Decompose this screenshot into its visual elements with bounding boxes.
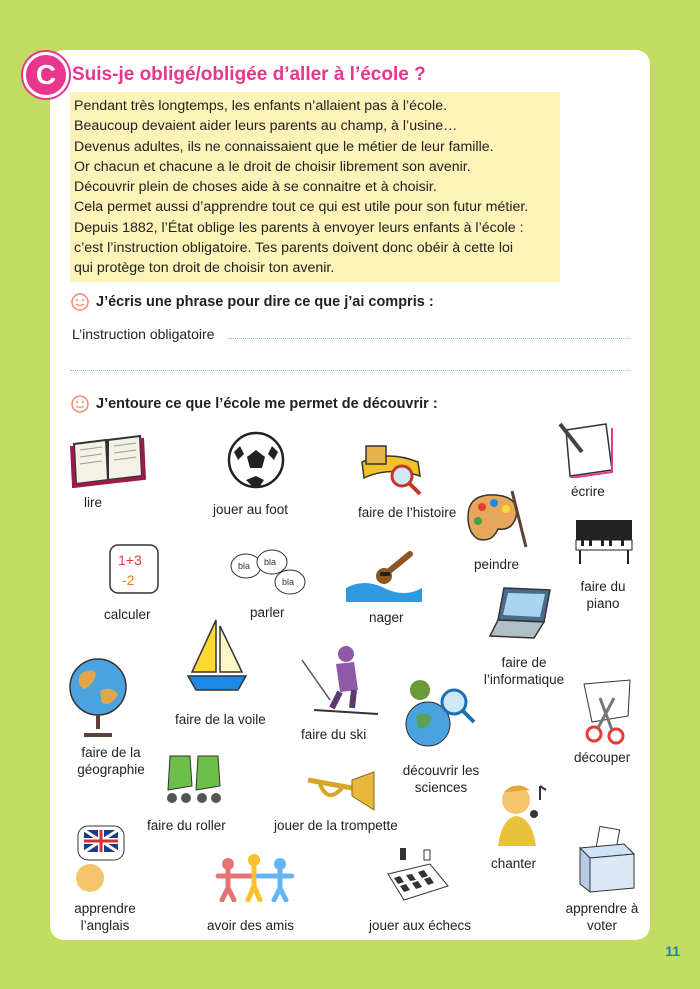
item-label-text: faire de la géographie xyxy=(77,745,145,777)
item-label xyxy=(70,900,140,934)
english-icon[interactable] xyxy=(68,824,132,894)
passage-line: c’est l’instruction obligatoire. Tes parents doivent donc obéir à cette loi xyxy=(74,240,514,257)
item-label xyxy=(564,900,640,934)
item-label: avoir des amis xyxy=(207,918,295,933)
reading-passage xyxy=(70,92,560,282)
piano-icon[interactable] xyxy=(572,514,636,566)
passage-line: Pendant très longtemps, les enfants n’allaient pas à l’école. xyxy=(74,98,448,114)
sailboat-icon[interactable] xyxy=(186,616,248,694)
palette-icon[interactable] xyxy=(462,487,532,551)
item-label: jouer aux échecs xyxy=(369,918,472,933)
trumpet-icon[interactable] xyxy=(306,770,376,812)
exercise2-text: J’entoure ce que l’école me permet de découvrir : xyxy=(96,396,438,412)
item-label: faire de l’histoire xyxy=(358,505,457,520)
pen-paper-icon[interactable] xyxy=(556,422,616,478)
svg-text:-2: -2 xyxy=(122,572,135,588)
singer-icon[interactable] xyxy=(494,778,554,848)
exercise1-instruction xyxy=(70,292,434,312)
svg-text:bla: bla xyxy=(282,577,295,587)
roller-skates-icon[interactable] xyxy=(160,752,232,808)
exercise1-text: J’écris une phrase pour dire ce que j’ai compris : xyxy=(96,294,434,310)
section-title: Suis-je obligé/obligée d’aller à l’école ? xyxy=(72,64,426,85)
item-label: faire de la voile xyxy=(175,712,266,727)
ballot-box-icon[interactable] xyxy=(576,826,638,896)
section-badge: C xyxy=(23,52,69,98)
item-label: lire xyxy=(84,495,103,510)
history-icon[interactable] xyxy=(358,440,434,496)
book-icon[interactable] xyxy=(70,432,146,488)
item-label-text: apprendre l’anglais xyxy=(74,901,136,933)
chess-icon[interactable] xyxy=(384,846,450,906)
globe-icon[interactable] xyxy=(64,655,134,741)
item-label-text: découvrir les sciences xyxy=(402,763,480,795)
svg-text:bla: bla xyxy=(264,557,277,567)
page-number: 11 xyxy=(665,943,680,959)
passage-line: Découvrir plein de choses aide à se connaitre et à choisir. xyxy=(74,179,437,196)
passage-line: Beaucoup devaient aider leurs parents au champ, à l’usine… xyxy=(74,118,458,135)
passage-line: Depuis 1882, l’État oblige les parents à envoyer leurs enfants à l’école : xyxy=(74,219,524,236)
item-label: écrire xyxy=(571,484,605,499)
item-label: nager xyxy=(369,610,404,625)
item-label: découper xyxy=(574,750,631,765)
soccer-ball-icon[interactable] xyxy=(226,430,286,490)
svg-text:bla: bla xyxy=(238,561,251,571)
item-label: peindre xyxy=(474,557,520,572)
laptop-icon[interactable] xyxy=(488,584,554,644)
swimmer-icon[interactable] xyxy=(344,548,424,602)
svg-text:1+3: 1+3 xyxy=(118,552,142,568)
answer-prompt: L’instruction obligatoire xyxy=(72,326,215,342)
face-icon xyxy=(70,292,90,312)
item-label-text: apprendre à voter xyxy=(565,901,639,933)
math-icon[interactable] xyxy=(108,543,160,595)
item-label xyxy=(474,654,574,688)
item-label: parler xyxy=(250,605,285,620)
answer-line-2[interactable] xyxy=(70,370,630,371)
face-icon xyxy=(70,394,90,414)
passage-line: Devenus adultes, ils ne connaissaient que le métier de leur famille. xyxy=(74,138,494,155)
skier-icon[interactable] xyxy=(296,640,380,720)
item-label-text: faire du piano xyxy=(580,579,626,611)
item-label: jouer au foot xyxy=(213,502,289,517)
scissors-icon[interactable] xyxy=(574,676,638,748)
item-label-text: faire de l’informatique xyxy=(483,655,565,687)
answer-line-1[interactable] xyxy=(228,338,630,339)
passage-line: qui protège ton droit de choisir ton avenir. xyxy=(74,260,335,277)
speech-bubbles-icon[interactable] xyxy=(228,546,308,598)
item-label: faire du roller xyxy=(147,818,226,833)
passage-line: Cela permet aussi d’apprendre tout ce qui est utile pour son futur métier. xyxy=(74,199,529,216)
item-label xyxy=(574,578,632,612)
item-label xyxy=(70,744,152,778)
item-label: chanter xyxy=(491,856,537,871)
item-label: calculer xyxy=(104,607,151,622)
exercise2-instruction xyxy=(70,394,438,414)
item-label: faire du ski xyxy=(301,727,367,742)
friends-icon[interactable] xyxy=(212,846,296,902)
science-icon[interactable] xyxy=(402,676,478,752)
item-label xyxy=(395,762,487,796)
passage-line: Or chacun et chacune a le droit de choisir librement son avenir. xyxy=(74,158,471,175)
item-label: jouer de la trompette xyxy=(274,818,398,833)
